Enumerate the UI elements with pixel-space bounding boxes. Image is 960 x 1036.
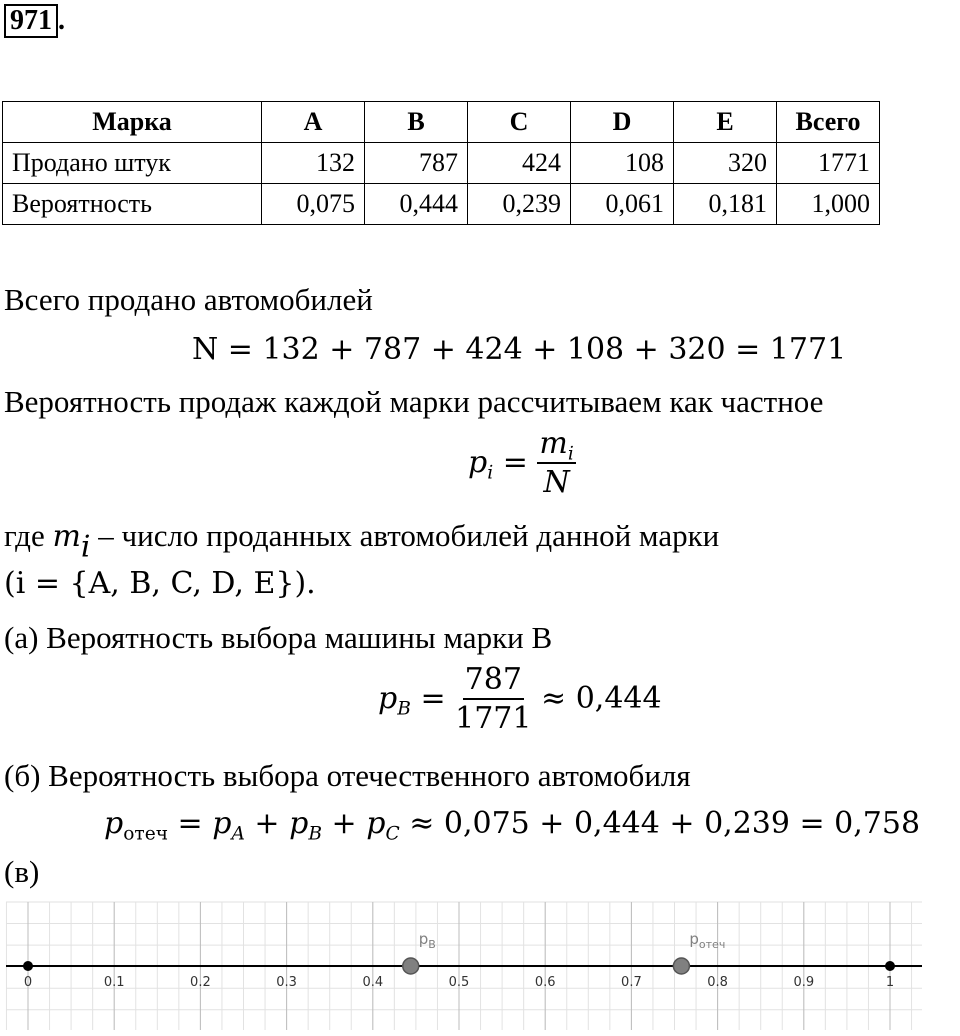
potech-formula	[104, 806, 921, 845]
table-header-cell: E	[674, 102, 777, 143]
tick-label: 0.4	[362, 975, 384, 990]
point-label: $p_{отеч}$	[689, 930, 726, 951]
mi-sub: i	[80, 529, 91, 565]
where-line	[4, 518, 720, 565]
pi-numerator-var: m	[539, 426, 568, 461]
point-marker	[403, 958, 419, 974]
tick-label: 0.9	[793, 975, 815, 990]
tick-label: 0.8	[707, 975, 728, 990]
table-cell: 0,444	[365, 184, 468, 225]
tick-label: 0.5	[448, 975, 470, 990]
number-line	[0, 896, 960, 1036]
tick-label: 0.3	[276, 975, 297, 990]
part-b-text: (б) Вероятность выбора отечественного автомобиля	[4, 758, 691, 793]
pi-numerator-sub: i	[567, 443, 574, 465]
pb-fraction	[455, 662, 531, 738]
potech-sub: отеч	[123, 823, 168, 845]
tick-label: 0.6	[534, 975, 556, 990]
table-header-cell: A	[262, 102, 365, 143]
table-header-cell: C	[468, 102, 571, 143]
part-a-text: (а) Вероятность выбора машины марки B	[4, 620, 553, 655]
table-cell: 108	[571, 143, 674, 184]
pb-formula: $p_B$ = $\frac{787}{1771}$ ≈ 0,444	[378, 662, 662, 736]
probability-intro-text: Вероятность продаж каждой марки рассчитываем как частное	[4, 384, 824, 419]
pi-denominator: N	[543, 465, 570, 500]
part-c-text: (в)	[4, 854, 40, 889]
table-cell: 0,181	[674, 184, 777, 225]
table-row-label: Вероятность	[3, 184, 262, 225]
task-number-dot: .	[58, 5, 65, 36]
where-prefix: где	[4, 518, 45, 553]
table-cell: 0,239	[468, 184, 571, 225]
where-suffix: – число проданных автомобилей данной марки	[98, 518, 720, 553]
table-cell: 1,000	[777, 184, 880, 225]
sales-table	[2, 101, 880, 225]
pb-sub: B	[397, 698, 411, 720]
table-row	[3, 184, 880, 225]
pi-formula: $p_i$ = $\frac{m_i}{N}$	[468, 426, 574, 500]
table-cell: 424	[468, 143, 571, 184]
task-number-box: 971	[4, 4, 58, 38]
table-header-cell: Всего	[777, 102, 880, 143]
table-header-cell: Марка	[3, 102, 262, 143]
total-sold-text: Всего продано автомобилей	[4, 282, 373, 317]
endpoint-marker	[885, 961, 895, 971]
tick-label: 1	[885, 975, 895, 990]
set-formula: (i = {A, B, C, D, E}).	[4, 566, 316, 601]
table-header-row	[3, 102, 880, 143]
endpoint-marker	[23, 961, 33, 971]
table-row	[3, 143, 880, 184]
potech-var: p	[104, 806, 124, 841]
mi-var: m	[52, 519, 81, 554]
point-label: $p_B$	[418, 930, 436, 951]
point-label-sub: B	[428, 938, 436, 951]
table-row-label: Продано штук	[3, 143, 262, 184]
point-label-sub: отеч	[698, 938, 726, 951]
pi-var: p	[468, 445, 488, 480]
table-cell: 787	[365, 143, 468, 184]
table-cell: 0,061	[571, 184, 674, 225]
pb-numerator: 787	[463, 662, 524, 700]
point-marker	[673, 958, 689, 974]
task-number	[4, 4, 65, 38]
table-header-cell: B	[365, 102, 468, 143]
tick-label: 0	[23, 975, 33, 990]
pi-sub: i	[487, 462, 494, 484]
potech-rhs: = $p_A + p_B + p_C \approx 0,075 + 0,444 + 0,239 = 0,758$	[177, 806, 921, 845]
total-formula: N = 132 + 787 + 424 + 108 + 320 = 1771	[192, 332, 847, 367]
table-header-cell: D	[571, 102, 674, 143]
pb-var: p	[378, 681, 398, 716]
table-cell: 1771	[777, 143, 880, 184]
table-cell: 0,075	[262, 184, 365, 225]
tick-label: 0.1	[103, 975, 125, 990]
tick-label: 0.7	[621, 975, 642, 990]
tick-label: 0.2	[190, 975, 211, 990]
table-cell: 320	[674, 143, 777, 184]
pi-fraction	[537, 426, 575, 502]
pb-result: ≈ 0,444	[541, 681, 662, 716]
pb-denominator: 1771	[455, 701, 532, 736]
table-cell: 132	[262, 143, 365, 184]
